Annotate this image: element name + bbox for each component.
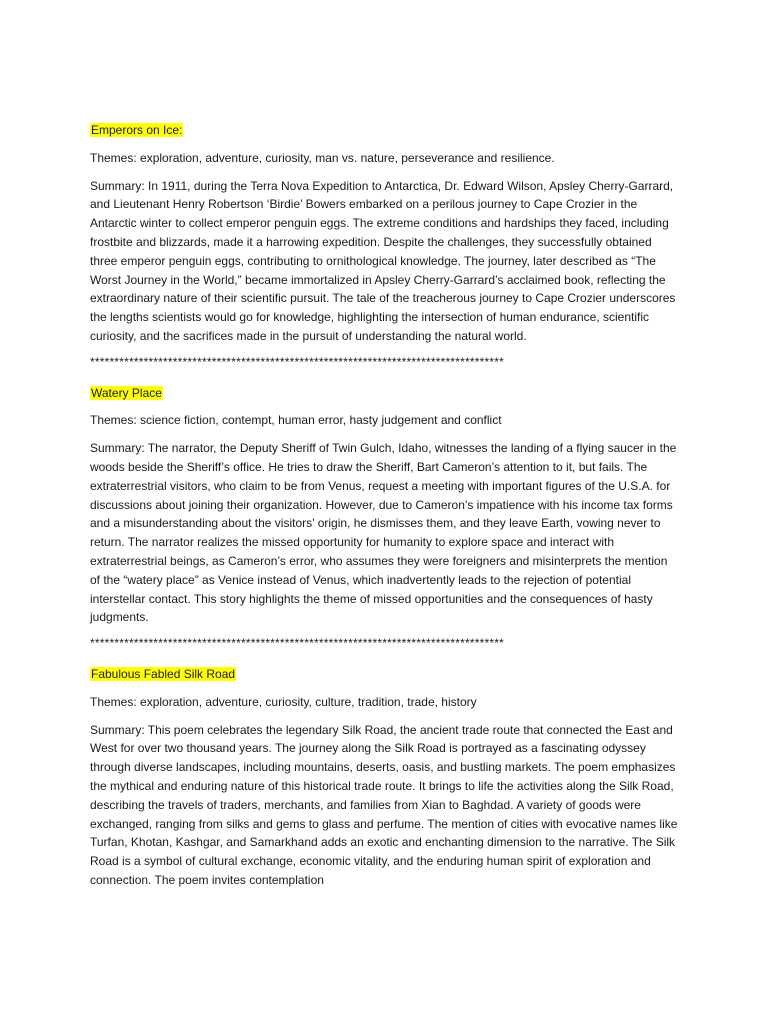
section-themes: Themes: science fiction, contempt, human error, hasty judgement and conflict xyxy=(90,413,502,428)
asterisk-separator: ************************************************************************************* xyxy=(90,354,504,369)
section-emperors-on-ice xyxy=(90,121,680,346)
section-themes: Themes: exploration, adventure, curiosity, man vs. nature, perseverance and resilience. xyxy=(90,150,555,165)
section-title xyxy=(90,121,680,140)
section-themes: Themes: exploration, adventure, curiosity, culture, tradition, trade, history xyxy=(90,694,477,709)
section-summary: Summary: This poem celebrates the legendary Silk Road, the ancient trade route that connected the East and West for over two thousand years. The journey along the Silk Road is portrayed as a fascinating odyssey through diverse landscapes, including mountains, deserts, oasis, and bustling markets. The poem emphasizes the mythical and enduring nature of this historical trade route. It brings to life the activities along the Silk Road, describing the travels of traders, merchants, and families from Xian to Baghdad. A variety of goods were exchanged, ranging from silks and gems to glass and perfume. The mention of cities with evocative names like Turfan, Khotan, Kashgar, and Samarkhand adds an exotic and enchanting dimension to the narrative. The Silk Road is a symbol of cultural exchange, economic vitality, and the enduring human spirit of exploration and connection. The poem invites contemplation xyxy=(90,722,678,887)
highlighted-title: Emperors on Ice: xyxy=(91,123,183,137)
section-title xyxy=(90,665,680,684)
highlighted-title: Fabulous Fabled Silk Road xyxy=(91,666,236,681)
section-watery-place xyxy=(90,384,680,628)
section-summary: Summary: In 1911, during the Terra Nova Expedition to Antarctica, Dr. Edward Wilson, Apsley Cherry-Garrard, and Lieutenant Henry Robertson ‘Birdie’ Bowers embarked on a perilous journey to Cape Crozier in the Antarctic winter to collect emperor penguin eggs. The extreme conditions and hardships they faced, including frostbite and blizzards, made it a harrowing expedition. Despite the challenges, they successfully obtained three emperor penguin eggs, contributing to ornithological knowledge. The journey, later described as “The Worst Journey in the World,” became immortalized in Apsley Cherry-Garrard’s acclaimed book, reflecting the extraordinary nature of their scientific pursuit. The tale of the treacherous journey to Cape Crozier underscores the lengths scientists would go for knowledge, highlighting the intersection of human endurance, scientific curiosity, and the sacrifices made in the pursuit of understanding the natural world. xyxy=(90,178,676,343)
section-fabulous-fabled-silk-road xyxy=(90,665,680,890)
asterisk-separator: ************************************************************************************* xyxy=(90,636,504,651)
section-title xyxy=(90,384,680,403)
section-summary: Summary: The narrator, the Deputy Sheriff of Twin Gulch, Idaho, witnesses the landing of a flying saucer in the woods beside the Sheriff’s office. He tries to draw the Sheriff, Bart Cameron’s attention to it, but fails. The extraterrestrial visitors, who claim to be from Venus, request a meeting with important figures of the U.S.A. for discussions about joining their organization. However, due to Cameron’s impatience with his income tax forms and a misunderstanding about the visitors’ origin, he dismisses them, and they leave Earth, vowing never to return. The narrator realizes the missed opportunity for humanity to explore space and interact with extraterrestrial beings, as Cameron’s error, who assumes they were foreigners and misinterprets the mention of the “watery place” as Venice instead of Venus, which inadvertently leads to the rejection of potential interstellar contact. This story highlights the theme of missed opportunities and the consequences of hasty judgments. xyxy=(90,441,677,625)
highlighted-title: Watery Place xyxy=(91,385,162,400)
document-page xyxy=(90,121,680,897)
